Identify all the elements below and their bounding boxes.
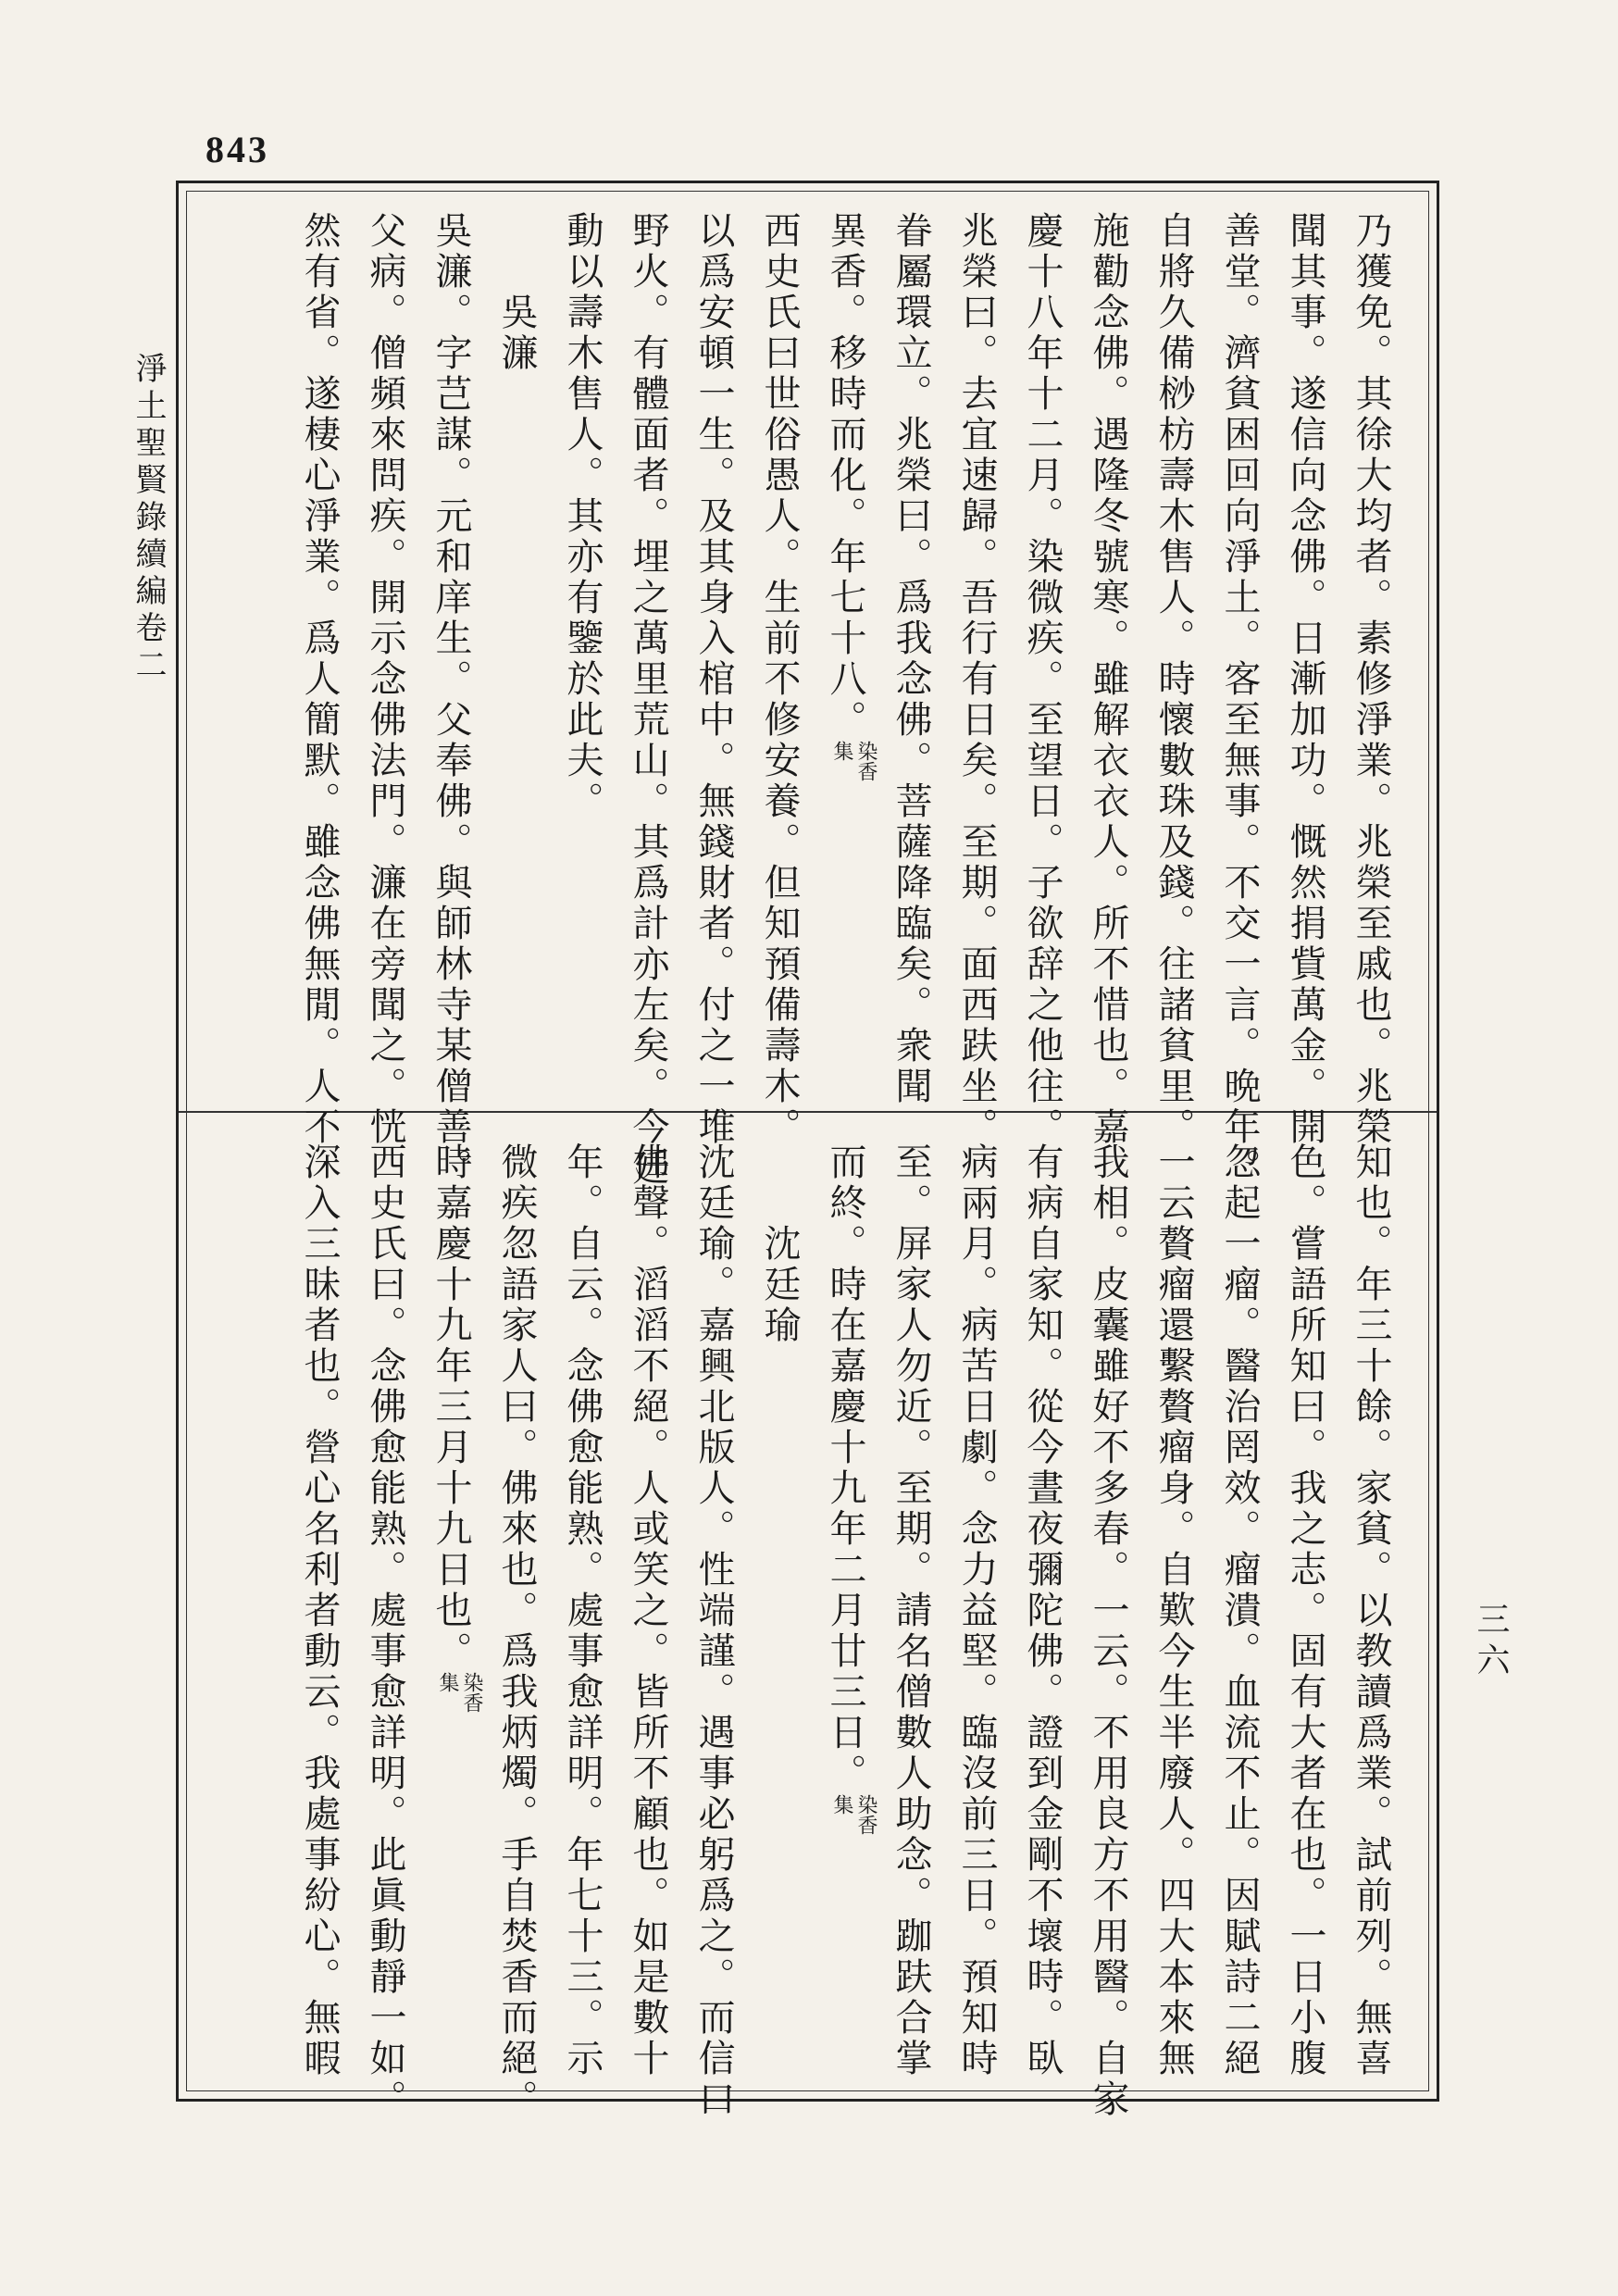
column-text: 吳濂 xyxy=(495,293,538,374)
text-column xyxy=(417,1142,483,2068)
column-text: 野火。有體面者。埋之萬里荒山。其爲計亦左矣。今廷 xyxy=(627,211,669,1189)
column-text: 知也。年三十餘。家貧。以教讀爲業。試前列。無喜 xyxy=(1350,1142,1392,2079)
text-column xyxy=(680,211,746,1148)
column-text: 忽起一瘤。醫治罔效。瘤潰。血流不止。因賦詩二絕 xyxy=(1218,1142,1261,2079)
lower-text-block xyxy=(286,1142,1403,2120)
text-column xyxy=(1338,211,1403,1148)
text-column xyxy=(286,1142,352,2079)
column-text: 有病自家知。從今晝夜彌陀佛。證到金剛不壞時。臥 xyxy=(1021,1142,1064,2079)
text-column xyxy=(1272,211,1338,1148)
source-note-line: 集 xyxy=(830,741,853,761)
column-text: 西史氏曰世俗愚人。生前不修安養。但知預備壽木。 xyxy=(758,211,801,1148)
column-text: 微疾忽語家人曰。佛來也。爲我炳燭。手自焚香而絕。 xyxy=(495,1142,538,2120)
source-note-line: 集 xyxy=(436,1672,459,1692)
source-note-line: 染香 xyxy=(854,741,877,781)
text-column xyxy=(286,211,352,1148)
column-text: 而終。時在嘉慶十九年二月廿三日。 xyxy=(824,1142,866,1794)
column-text: 乃獲免。其徐大均者。素修淨業。兆榮至戚也。兆榮 xyxy=(1350,211,1392,1148)
folio-number: 三六 xyxy=(1472,1602,1510,1683)
text-column xyxy=(943,211,1009,1148)
source-note xyxy=(829,1794,877,1835)
text-column xyxy=(1140,211,1206,1148)
column-text: 沈廷瑜。嘉興北版人。性端謹。遇事必躬爲之。而信口 xyxy=(692,1142,735,2120)
section-heading xyxy=(746,1142,812,2068)
column-text: 色。嘗語所知曰。我之志。固有大者在也。一日小腹 xyxy=(1284,1142,1326,2079)
column-text: 吳濂。字芑謀。元和庠生。父奉佛。與師林寺某僧善。 xyxy=(429,211,472,1189)
text-column xyxy=(1272,1142,1338,2079)
source-note-line: 集 xyxy=(830,1794,853,1815)
column-text: 病兩月。病苦日劇。念力益堅。臨沒前三日。預知時 xyxy=(955,1142,998,2079)
column-text: 兆榮曰。去宜速歸。吾行有日矣。至期。面西趺坐。 xyxy=(955,211,998,1148)
text-column xyxy=(1075,211,1140,1148)
text-column xyxy=(615,1142,680,2079)
column-text: 時嘉慶十九年三月十九日也。 xyxy=(429,1142,472,1672)
text-column xyxy=(1338,1142,1403,2079)
source-note xyxy=(829,741,877,781)
column-text: 然有省。遂棲心淨業。爲人簡默。雖念佛無閒。人不 xyxy=(298,211,341,1148)
section-heading xyxy=(483,211,549,1100)
text-column xyxy=(812,211,877,1100)
book-title: 淨土聖賢錄續編卷二 xyxy=(130,352,167,685)
column-text: 施勸念佛。遇隆冬號寒。雖解衣衣人。所不惜也。嘉 xyxy=(1087,211,1129,1148)
column-text: 眷屬環立。兆榮曰。爲我念佛。菩薩降臨矣。衆聞 xyxy=(890,211,932,1107)
text-column xyxy=(680,1142,746,2120)
text-column xyxy=(352,1142,417,2120)
column-text: 至。屏家人勿近。至期。請名僧數人助念。跏趺合掌 xyxy=(890,1142,932,2079)
text-column xyxy=(1009,211,1075,1148)
text-column xyxy=(877,1142,943,2079)
column-text: 善堂。濟貧困回向淨土。客至無事。不交一言。晩年。 xyxy=(1218,211,1261,1189)
text-column xyxy=(877,211,943,1107)
column-text: 西史氏曰。念佛愈能熟。處事愈詳明。此眞動靜一如。 xyxy=(364,1142,406,2120)
text-column xyxy=(352,211,417,1148)
text-column xyxy=(615,211,680,1189)
column-text: 異香。移時而化。年七十八。 xyxy=(824,211,866,741)
text-column xyxy=(746,211,812,1148)
column-text: 以爲安頓一生。及其身入棺中。無錢財者。付之一堆 xyxy=(692,211,735,1148)
text-column xyxy=(549,211,615,1100)
text-column xyxy=(943,1142,1009,2079)
column-text: 深入三昧者也。營心名利者動云。我處事紛心。無暇 xyxy=(298,1142,341,2079)
upper-text-block xyxy=(286,211,1403,1189)
source-note-line: 染香 xyxy=(460,1672,483,1713)
text-column xyxy=(417,211,483,1189)
column-text: 動以壽木售人。其亦有鑒於此夫。 xyxy=(561,211,604,822)
text-column xyxy=(812,1142,877,2068)
source-note-line: 染香 xyxy=(854,1794,877,1835)
column-text: 慶十八年十二月。染微疾。至望日。子欲辞之他往。 xyxy=(1021,211,1064,1148)
source-note xyxy=(435,1672,483,1713)
text-column xyxy=(483,1142,549,2120)
column-text: 佛聲。滔滔不絕。人或笑之。皆所不顧也。如是數十 xyxy=(627,1142,669,2079)
text-column xyxy=(549,1142,615,2079)
column-text: 我相。皮囊雖好不多春。一云。不用良方不用醫。自家 xyxy=(1087,1142,1129,2120)
column-text: 年。自云。念佛愈能熟。處事愈詳明。年七十三。示 xyxy=(561,1142,604,2079)
column-text: 自將久備桫枋壽木售人。時懷數珠及錢。往諸貧里。 xyxy=(1152,211,1195,1148)
column-text: 父病。僧頻來問疾。開示念佛法門。濂在旁聞之。恍 xyxy=(364,211,406,1148)
page-number: 843 xyxy=(205,129,269,170)
text-column xyxy=(1075,1142,1140,2120)
column-text: 沈廷瑜 xyxy=(758,1224,801,1346)
text-column xyxy=(1009,1142,1075,2079)
column-text: 聞其事。遂信向念佛。日漸加功。慨然捐貲萬金。開 xyxy=(1284,211,1326,1148)
text-column xyxy=(1140,1142,1206,2079)
column-text: 一云贅瘤還繫贅瘤身。自歎今生半廢人。四大本來無 xyxy=(1152,1142,1195,2079)
text-column xyxy=(1206,1142,1272,2079)
text-column xyxy=(1206,211,1272,1189)
